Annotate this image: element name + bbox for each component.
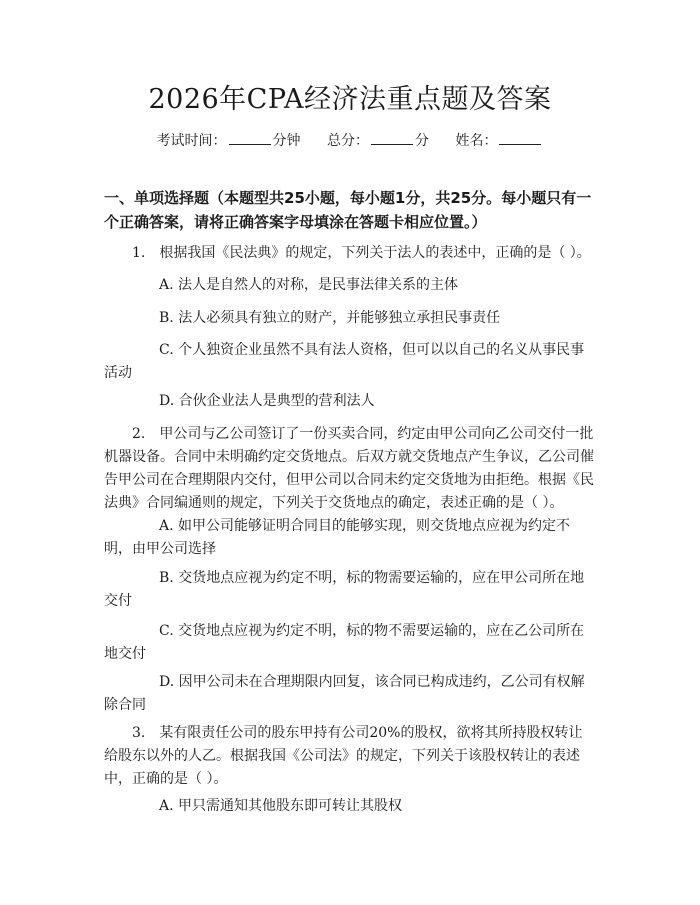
question-option: B. 交货地点应视为约定不明，标的物需要运输的，应在甲公司所在地交付	[104, 570, 585, 609]
question-option: B. 法人必须具有独立的财产，并能够独立承担民事责任	[159, 310, 501, 326]
exam-meta	[0, 130, 700, 152]
question-option: C. 个人独资企业虽然不具有法人资格，但可以以自己的名义从事民事活动	[104, 342, 585, 381]
question-option: A. 法人是自然人的对称，是民事法律关系的主体	[159, 277, 459, 293]
score-blank	[371, 130, 413, 145]
question-stem: 2. 甲公司与乙公司签订了一份买卖合同，约定由甲公司向乙公司交付一批机器设备。合同中未明确约定交货地点。后双方就交货地点产生争议，乙公司催告甲公司在合理期限内交付，但甲公司以合同未约定交货地为由拒绝。根据《民法典》合同编通则的规定，下列关于交货地点的确定，表述正确的是（ ）。	[104, 426, 594, 511]
exam-time	[157, 133, 301, 149]
time-label: 考试时间：	[156, 133, 227, 149]
exam-name	[455, 133, 543, 149]
name-label: 姓名：	[455, 133, 498, 149]
question-option: C. 交货地点应视为约定不明，标的物不需要运输的，应在乙公司所在地交付	[104, 623, 585, 662]
name-blank	[499, 130, 541, 145]
section-heading: 一、单项选择题（本题型共25小题，每小题1分，共25分。每小题只有一个正确答案，请将正确答案字母填涂在答题卡相应位置。）	[104, 189, 592, 231]
page-title: 2026年CPA经济法重点题及答案	[148, 84, 552, 115]
question-option: D. 合伙企业法人是典型的营利法人	[159, 393, 375, 409]
score-label: 总分：	[327, 133, 369, 149]
exam-score	[327, 133, 429, 149]
score-unit: 分	[415, 133, 429, 149]
question-stem: 3. 某有限责任公司的股东甲持有公司20%的股权，欲将其所持股权转让给股东以外的人乙。根据我国《公司法》的规定，下列关于该股权转让的表述中，正确的是（ ）。	[104, 725, 583, 787]
question-stem: 1. 根据我国《民法典》的规定，下列关于法人的表述中，正确的是（ ）。	[132, 245, 591, 261]
time-unit: 分钟	[272, 133, 301, 149]
time-blank	[229, 130, 271, 145]
question-option: A. 如甲公司能够证明合同目的能够实现，则交货地点应视为约定不明，由甲公司选择	[104, 518, 571, 557]
question-option: D. 因甲公司未在合理期限内回复，该合同已构成违约，乙公司有权解除合同	[104, 674, 585, 713]
question-option: A. 甲只需通知其他股东即可转让其股权	[159, 798, 403, 814]
